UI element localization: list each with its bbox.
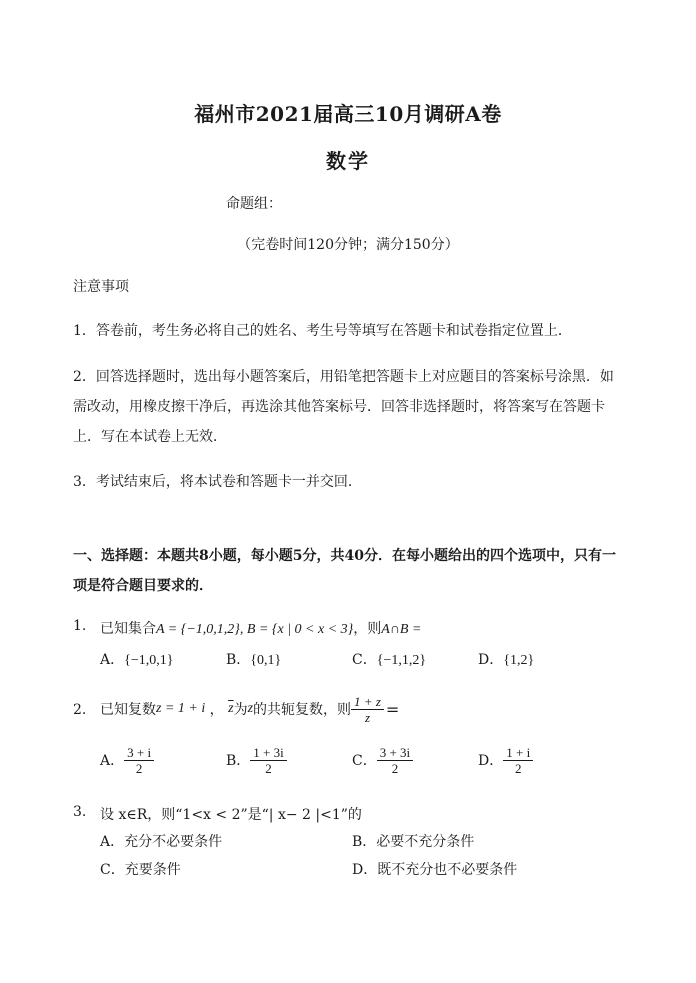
option-d — [478, 742, 533, 778]
option-label: B． — [226, 652, 251, 668]
option-label: D． — [478, 652, 504, 668]
option-d — [352, 859, 517, 879]
note-item-2-line-3: 上．写在本试卷上无效． — [73, 429, 227, 445]
option-label: D． — [352, 862, 378, 878]
fraction-denominator: 2 — [265, 760, 272, 776]
fraction-denominator: z — [364, 709, 370, 725]
option-label: C． — [352, 652, 377, 668]
note-item-1: 1．答卷前，考生务必将自己的姓名、考生号等填写在答题卡和试卷指定位置上． — [73, 323, 572, 339]
option-label: B． — [226, 753, 251, 769]
option-label: A． — [100, 652, 125, 668]
option-a — [100, 831, 222, 851]
option-label: A． — [100, 753, 125, 769]
author-label: 命题组： — [226, 196, 282, 212]
intersection-expr: A∩B = — [381, 622, 422, 637]
exam-info: （完卷时间120分钟；满分150分） — [237, 237, 459, 253]
option-label: C． — [100, 862, 125, 878]
option-a — [100, 649, 173, 669]
option-fraction — [250, 745, 286, 776]
section-heading-line-1: 一、选择题：本题共8小题，每小题5分，共40分．在每小题给出的四个选项中，只有一 — [73, 548, 616, 564]
set-definition: A = {−1,0,1,2}, B = {x | 0 < x < 3} — [156, 622, 354, 637]
fraction-denominator: 2 — [391, 760, 399, 776]
question-stem — [100, 618, 421, 638]
option-text: {−1,1,2} — [376, 653, 427, 668]
question-number: 3. — [73, 804, 87, 820]
option-text: {0,1} — [250, 653, 282, 668]
stem-text: ，则 — [353, 621, 382, 637]
section-heading-line-2: 项是符合题目要求的． — [73, 578, 213, 594]
question-number: 2. — [73, 702, 87, 718]
option-d — [478, 649, 534, 669]
option-a — [100, 742, 154, 778]
option-text: 充要条件 — [124, 862, 181, 878]
option-c — [100, 859, 181, 879]
option-text: 充分不必要条件 — [124, 834, 223, 850]
note-item-2-line-1: 2．回答选择题时，选出每小题答案后，用铅笔把答题卡上对应题目的答案标号涂黑．如 — [73, 369, 614, 385]
question-stem: 设 x∈R，则“1<x < 2”是“| x− 2 |<1”的 — [100, 807, 362, 823]
equals-sign: = — [385, 699, 400, 719]
note-item-2-line-2: 需改动，用橡皮擦干净后，再选涂其他答案标号．回答非选择题时，将答案写在答题卡 — [73, 399, 605, 415]
notes-heading: 注意事项 — [73, 279, 129, 295]
fraction-numerator: 1 + z — [351, 694, 384, 710]
question-number: 1. — [73, 618, 87, 634]
conjugate-symbol: $\overline{z}$ — [228, 701, 234, 716]
option-fraction — [377, 745, 413, 776]
subject-title: 数学 — [326, 149, 370, 173]
option-text: {−1,0,1} — [124, 653, 174, 668]
exam-title: 福州市2021届高三10月调研A卷 — [194, 102, 502, 126]
complex-definition: z = 1 + i — [156, 701, 206, 716]
z-symbol: z — [247, 701, 254, 716]
option-b — [226, 649, 281, 669]
fraction-numerator: 1 + 3i — [250, 745, 286, 761]
option-b — [226, 742, 287, 778]
option-label: A． — [100, 834, 125, 850]
option-label: B． — [352, 834, 377, 850]
stem-fraction — [351, 694, 384, 725]
fraction-numerator: 3 + i — [124, 745, 154, 761]
question-stem: 已知复数 z = 1 + i ， $\overline{z}$ 为 z 的共轭复数，则 $\frac{1 + z}{z}$ = — [100, 693, 400, 725]
option-label: C． — [352, 753, 377, 769]
option-b — [352, 831, 474, 851]
note-item-3: 3．考试结束后，将本试卷和答题卡一并交回． — [73, 474, 362, 490]
stem-text: 已知复数 — [100, 702, 156, 718]
stem-text: 为 — [233, 702, 248, 718]
option-text: 必要不充分条件 — [376, 834, 475, 850]
fraction-numerator: 3 + 3i — [377, 745, 413, 761]
fraction-denominator: 2 — [514, 760, 522, 776]
option-c — [352, 742, 413, 778]
option-text: 既不充分也不必要条件 — [377, 862, 518, 878]
option-c — [352, 649, 426, 669]
fraction-numerator: 1 + i — [503, 745, 533, 761]
option-text: {1,2} — [503, 653, 535, 668]
fraction-denominator: 2 — [135, 760, 143, 776]
stem-text: 的共轭复数，则 — [253, 702, 352, 718]
option-fraction — [124, 745, 154, 776]
stem-text: 已知集合 — [100, 621, 156, 637]
option-label: D． — [478, 753, 504, 769]
option-fraction — [503, 745, 533, 776]
